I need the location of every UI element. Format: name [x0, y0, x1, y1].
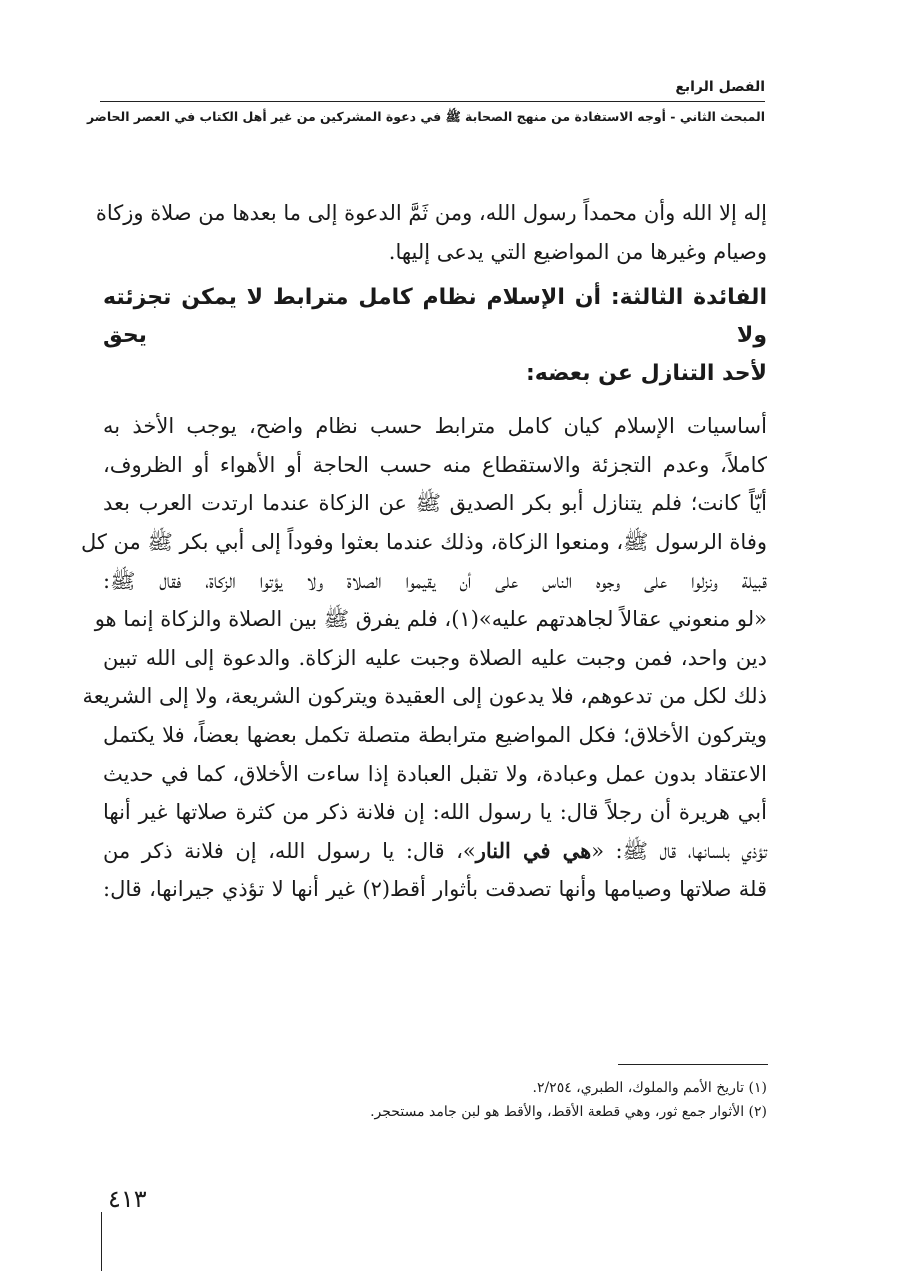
footnotes	[370, 1076, 767, 1124]
heading-line: لأحد التنازل عن بعضه:	[525, 361, 767, 387]
text-segment: »، قال: يا رسول الله، إن فلانة ذكر من	[103, 838, 476, 863]
text-line: أبي هريرة أن رجلاً قال: يا رسول الله: إن فلانة ذكر من كثرة صلاتها غير أنها	[103, 800, 767, 825]
chapter-title: الفصل الرابع	[675, 79, 765, 95]
body-paragraph	[80, 407, 767, 909]
text-line: وصيام وغيرها من المواضيع التي يدعى إليها.	[388, 239, 767, 264]
text-line: قبيلة ونزلوا على وجوه الناس على أن يقيموا الصلاة ولا يؤتوا الزكاة، فقال ﷺ:	[103, 568, 767, 593]
text-line: قلة صلاتها وصيامها وأنها تصدقت بأثوار أقط(٢) غير أنها لا تؤذي جيرانها، قال:	[103, 877, 767, 902]
text-line: «لو منعوني عقالاً لجاهدتهم عليه»(١)، فلم يفرق ﷺ بين الصلاة والزكاة إنما هو	[94, 607, 767, 632]
text-line: أساسيات الإسلام كيان كامل مترابط حسب نظام واضح، يوجب الأخذ به	[103, 414, 767, 439]
header-rule	[100, 101, 765, 102]
page-number: ٤١٣	[108, 1185, 147, 1213]
intro-paragraph	[95, 194, 767, 271]
page-body	[80, 194, 767, 909]
footnote: (١) تاريخ الأمم والملوك، الطبري، ٢/٢٥٤.	[532, 1080, 767, 1096]
text-line: إله إلا الله وأن محمداً رسول الله، ومن ثَمَّ الدعوة إلى ما بعدها من صلاة وزكاة	[95, 201, 767, 225]
margin-rule	[101, 1212, 102, 1271]
heading-line: الفائدة الثالثة: أن الإسلام نظام كامل مترابط لا يمكن تجزئته ولا يحق	[103, 285, 767, 349]
text-line: الاعتقاد بدون عمل وعبادة، ولا تقبل العبادة إذا ساءت الأخلاق، كما في حديث	[103, 761, 767, 786]
text-line-with-hadith	[103, 832, 767, 871]
hadith-quote: هي في النار	[475, 837, 592, 863]
text-line: كاملاً، وعدم التجزئة والاستقطاع منه حسب الحاجة أو الأهواء أو الظروف،	[103, 452, 767, 477]
section-title: المبحث الثاني - أوجه الاستفادة من منهج الصحابة ﷺ في دعوة المشركين من غير أهل الكتاب في العصر الحاضر	[86, 109, 765, 124]
section-heading	[103, 279, 767, 393]
text-line: دين واحد، فمن وجبت عليه الصلاة وجبت عليه الزكاة. والدعوة إلى الله تبين	[103, 645, 767, 670]
footnote: (٢) الأثوار جمع ثور، وهي قطعة الأقط، والأقط هو لبن جامد مستحجر.	[370, 1104, 767, 1120]
footnote-rule	[618, 1064, 768, 1065]
text-line: أيّاً كانت؛ فلم يتنازل أبو بكر الصديق ﷺ عن الزكاة عندما ارتدت العرب بعد	[103, 491, 767, 516]
text-line: ويتركون الأخلاق؛ فكل المواضيع مترابطة متصلة تكمل بعضها بعضاً، فلا يكتمل	[103, 722, 767, 747]
running-header	[86, 76, 765, 124]
text-line: وفاة الرسول ﷺ، ومنعوا الزكاة، وذلك عندما بعثوا وفوداً إلى أبي بكر ﷺ من كل	[80, 529, 767, 554]
text-line: ذلك لكل من تدعوهم، فلا يدعون إلى العقيدة ويتركون الشريعة، ولا إلى الشريعة	[82, 684, 767, 709]
text-segment: تؤذي بلسانها، قال ﷺ: «	[591, 838, 767, 863]
